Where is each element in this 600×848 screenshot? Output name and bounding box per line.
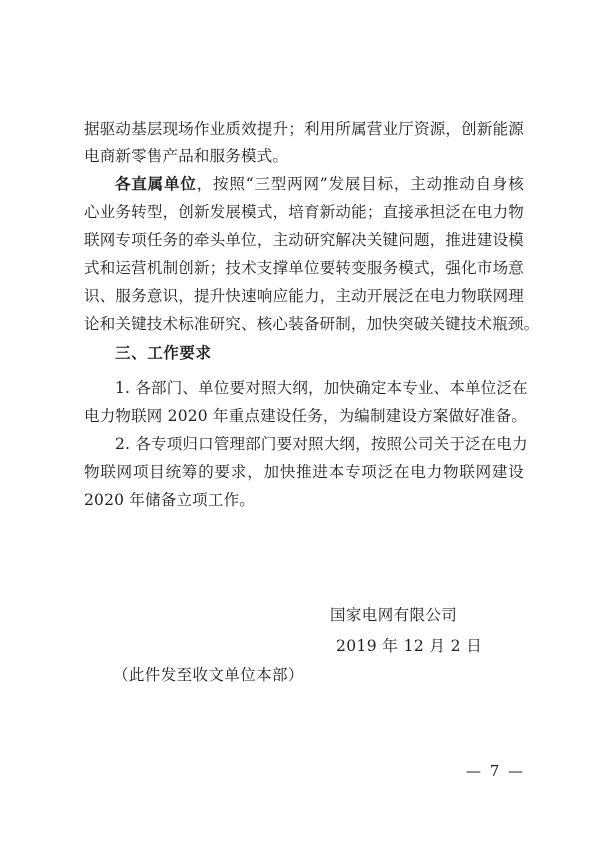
distribution-note: （此件发至收文单位本部） — [113, 666, 304, 684]
paragraph-units-lead: 各直属单位 — [115, 174, 197, 193]
paragraph-units-line-4: 式和运营机制创新；技术支撑单位要转变服务模式，强化市场意 — [84, 259, 524, 277]
paragraph-prev-line-1: 据驱动基层现场作业质效提升；利用所属营业厅资源，创新能源 — [84, 120, 524, 138]
item-2-line-1: 2. 各专项归口管理部门要对照大纲，按照公司关于泛在电力 — [115, 435, 528, 453]
paragraph-units-line-6: 论和关键技术标准研究、核心装备研制，加快突破关键技术瓶颈。 — [84, 315, 540, 333]
item-1-line-2: 电力物联网 2020 年重点建设任务，为编制建设方案做好准备。 — [84, 407, 528, 425]
item-2-line-3: 2020 年储备立项工作。 — [84, 491, 255, 509]
section-3-heading: 三、工作要求 — [115, 344, 212, 362]
paragraph-prev-line-2: 电商新零售产品和服务模式。 — [84, 147, 289, 165]
page-number: — 7 — — [466, 762, 526, 780]
paragraph-units-line-2: 心业务转型，创新发展模式，培育新动能；直接承担泛在电力物 — [84, 203, 524, 221]
paragraph-units-line-1 — [115, 174, 524, 194]
item-1-line-1: 1. 各部门、单位要对照大纲，加快确定本专业、本单位泛在 — [115, 379, 528, 397]
signature-organization: 国家电网有限公司 — [330, 606, 458, 624]
signature-date: 2019 年 12 月 2 日 — [336, 637, 483, 655]
paragraph-units-line-1-rest: ，按照“三型两网”发展目标，主动推动自身核 — [196, 175, 524, 193]
paragraph-units-line-5: 识、服务意识，提升快速响应能力，主动开展泛在电力物联网理 — [84, 287, 524, 305]
paragraph-units-line-3: 联网专项任务的牵头单位，主动研究解决关键问题，推进建设模 — [84, 231, 524, 249]
item-2-line-2: 物联网项目统筹的要求，加快推进本专项泛在电力物联网建设 — [84, 463, 524, 481]
